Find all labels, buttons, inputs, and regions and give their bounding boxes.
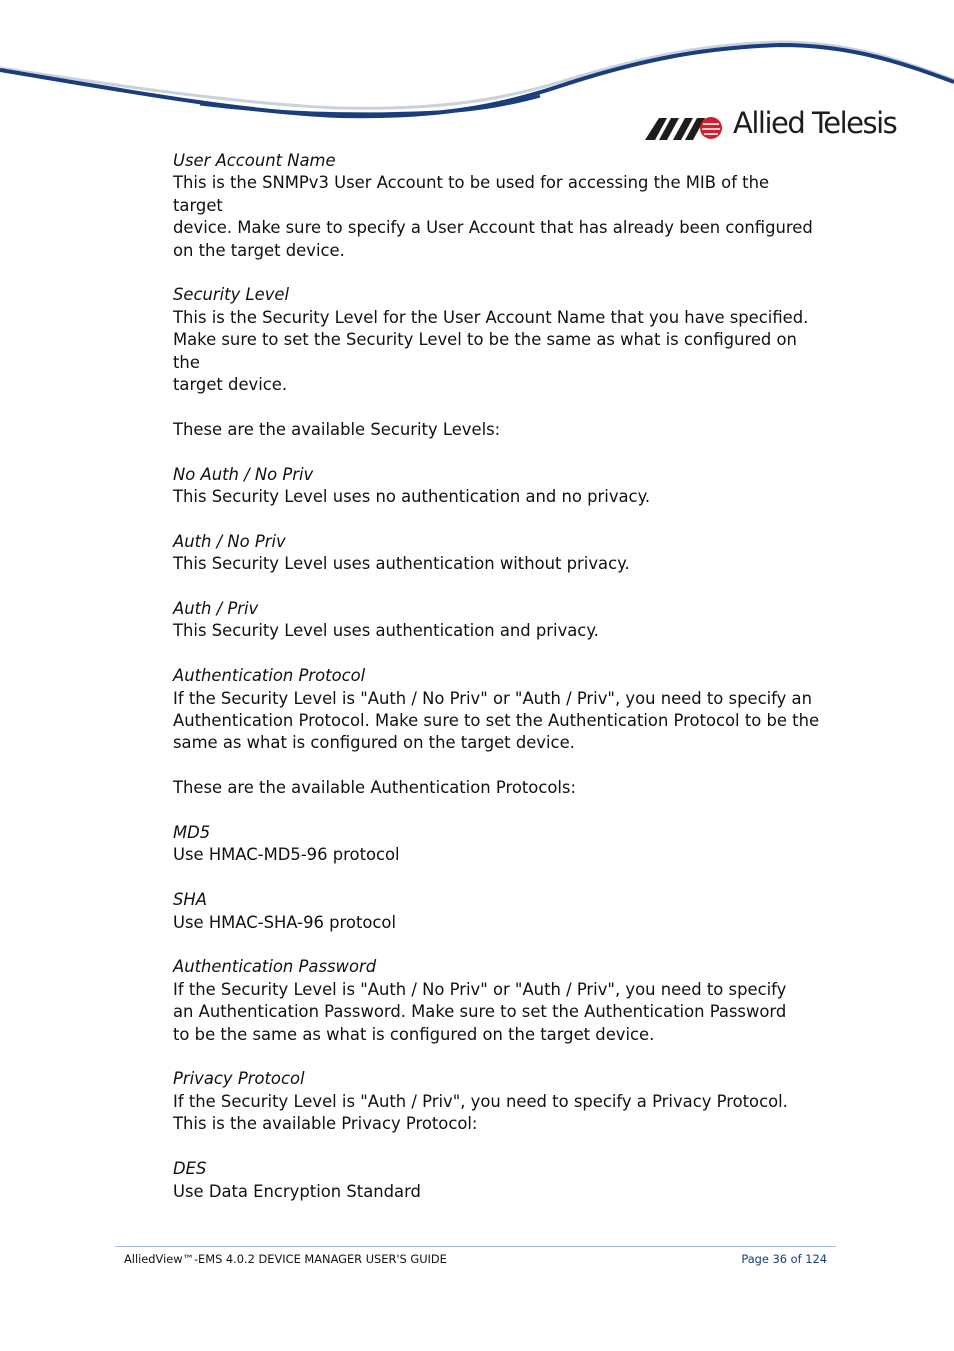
footer-divider xyxy=(115,1246,836,1247)
authentication-protocols-intro xyxy=(173,777,823,799)
section-paragraph: These are the available Security Levels: xyxy=(173,419,501,439)
section-heading: DES xyxy=(173,1159,207,1179)
section-heading: SHA xyxy=(173,890,207,910)
section-auth-no-priv xyxy=(173,531,823,576)
section-security-level xyxy=(173,284,823,396)
section-heading: No Auth / No Priv xyxy=(173,464,314,484)
section-heading: Privacy Protocol xyxy=(173,1069,305,1089)
section-paragraph: These are the available Authentication Protocols: xyxy=(173,778,576,798)
section-paragraph: This Security Level uses no authentication and no privacy. xyxy=(173,487,651,507)
section-paragraph: This Security Level uses authentication and privacy. xyxy=(173,621,599,641)
logo-text: Allied Telesis xyxy=(733,106,897,140)
section-heading: MD5 xyxy=(173,823,211,843)
section-heading: Security Level xyxy=(173,285,290,305)
security-levels-intro xyxy=(173,419,823,441)
section-heading: User Account Name xyxy=(173,151,336,170)
section-authentication-protocol xyxy=(173,665,823,755)
footer-page-number: Page 36 of 124 xyxy=(741,1252,827,1266)
section-auth-priv xyxy=(173,598,823,643)
allied-telesis-logo-icon xyxy=(645,112,727,144)
section-paragraph: If the Security Level is "Auth / No Priv" or "Auth / Priv", you need to specify an Authentication Protocol. Make sure to set the Authentication Protocol to be the same as what is configured on the target device. xyxy=(173,688,820,753)
section-heading: Auth / Priv xyxy=(173,599,259,619)
section-paragraph: If the Security Level is "Auth / Priv", you need to specify a Privacy Protocol. This is the available Privacy Protocol: xyxy=(173,1091,788,1134)
section-no-auth-no-priv xyxy=(173,464,823,509)
section-sha xyxy=(173,889,823,934)
section-heading: Auth / No Priv xyxy=(173,531,286,551)
section-paragraph: This is the SNMPv3 User Account to be used for accessing the MIB of the target device. Make sure to specify a User Account that has already been configured on the target device. xyxy=(173,173,813,260)
section-paragraph: This Security Level uses authentication without privacy. xyxy=(173,554,630,574)
section-user-account-name xyxy=(173,150,823,262)
section-paragraph: This is the Security Level for the User Account Name that you have specified. Make sure to set the Security Level to be the same as what is configured on the target device. xyxy=(173,307,809,395)
allied-telesis-logo xyxy=(645,108,905,148)
section-authentication-password xyxy=(173,956,823,1046)
document-body xyxy=(173,150,823,1225)
footer-guide-title: AlliedView™-EMS 4.0.2 DEVICE MANAGER USER'S GUIDE xyxy=(124,1252,447,1266)
section-heading: Authentication Protocol xyxy=(173,666,366,686)
section-paragraph: Use HMAC-SHA-96 protocol xyxy=(173,912,397,932)
section-paragraph: Use Data Encryption Standard xyxy=(173,1181,421,1201)
section-md5 xyxy=(173,822,823,867)
section-heading: Authentication Password xyxy=(173,957,377,977)
section-paragraph: Use HMAC-MD5-96 protocol xyxy=(173,845,400,865)
section-des xyxy=(173,1158,823,1203)
section-privacy-protocol xyxy=(173,1068,823,1135)
section-paragraph: If the Security Level is "Auth / No Priv" or "Auth / Priv", you need to specify an Authentication Password. Make sure to set the Authentication Password to be the same as what is configured on the target device. xyxy=(173,979,787,1044)
